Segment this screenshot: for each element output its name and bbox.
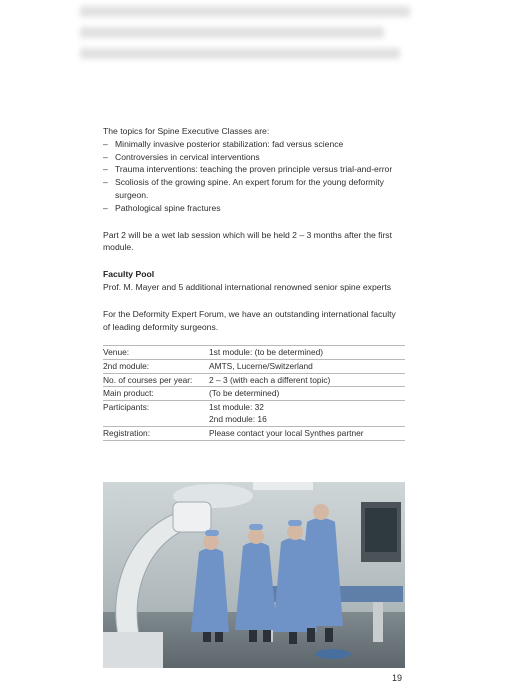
bullet-dash: –	[103, 151, 108, 162]
bullet-dash: –	[103, 164, 108, 175]
deformity-paragraph: For the Deformity Expert Forum, we have an outstanding international faculty of leading deformity surgeons.	[103, 308, 396, 332]
faculty-pool-heading: Faculty Pool	[103, 269, 155, 280]
table-row: Participants: 1st module: 32 2nd module: 16	[103, 400, 405, 426]
part2-paragraph: Part 2 will be a wet lab session which will be held 2 – 3 months after the first module.	[103, 229, 392, 253]
bleed-through-text	[80, 6, 410, 69]
surgery-scene-illustration	[103, 482, 405, 668]
faculty-pool-text: Prof. M. Mayer and 5 additional international renowned senior spine experts	[103, 281, 392, 292]
table-row: 2nd module: AMTS, Lucerne/Switzerland	[103, 359, 405, 373]
page-number: 19	[392, 673, 403, 683]
main-content	[103, 125, 405, 441]
operating-room-photo	[103, 482, 405, 668]
list-item: – Trauma interventions: teaching the proven principle versus trial-and-error	[103, 164, 393, 175]
course-info-table	[103, 345, 405, 440]
bullet-dash: –	[103, 202, 108, 213]
table-row: No. of courses per year: 2 – 3 (with each a different topic)	[103, 373, 405, 387]
list-item: – Controversies in cervical interventions	[103, 151, 260, 162]
table-row: Main product: (To be determined)	[103, 387, 405, 401]
list-item: – Pathological spine fractures	[103, 202, 221, 213]
bullet-dash: –	[103, 177, 108, 188]
bullet-dash: –	[103, 138, 108, 149]
table-row: Registration: Please contact your local Synthes partner	[103, 426, 405, 440]
table-row: Venue: 1st module: (to be determined)	[103, 346, 405, 360]
topics-intro: The topics for Spine Executive Classes are:	[103, 126, 270, 136]
list-item: – Minimally invasive posterior stabilization: fad versus science	[103, 138, 344, 149]
list-item: – Scoliosis of the growing spine. An expert forum for the young deformity surgeon.	[103, 177, 384, 200]
topics-list	[103, 138, 405, 215]
